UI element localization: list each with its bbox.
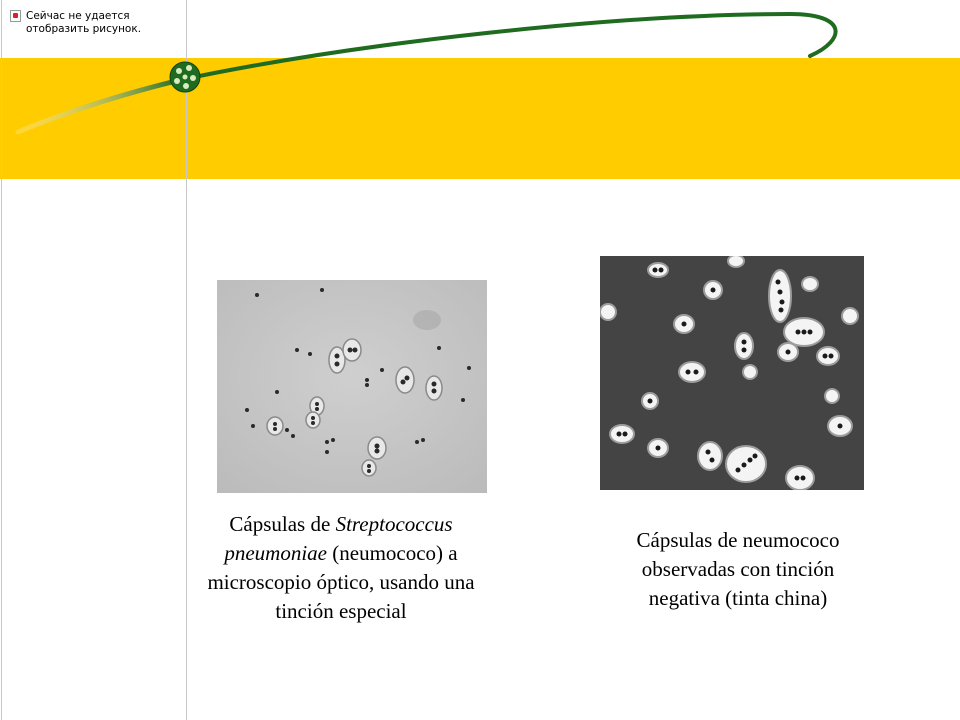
figure-caption-light-microscopy xyxy=(204,510,478,626)
decorative-swoosh xyxy=(0,0,960,180)
broken-image-message: Сейчас не удается отобразить рисунок. xyxy=(26,10,142,35)
caption-text-end: (neumococo) a microscopio óptico, usando una tinción especial xyxy=(207,541,475,623)
capsule-micrograph-india-ink xyxy=(600,256,864,490)
species-name: Streptococcus pneumoniae xyxy=(224,512,453,565)
bacteria-cluster-icon xyxy=(170,62,200,92)
caption-text-start: Cápsulas de xyxy=(229,512,336,536)
capsule-micrograph-light xyxy=(217,280,487,493)
figure-caption-negative-stain: Cápsulas de neumococo observadas con tinción negativa (tinta china) xyxy=(636,528,840,610)
